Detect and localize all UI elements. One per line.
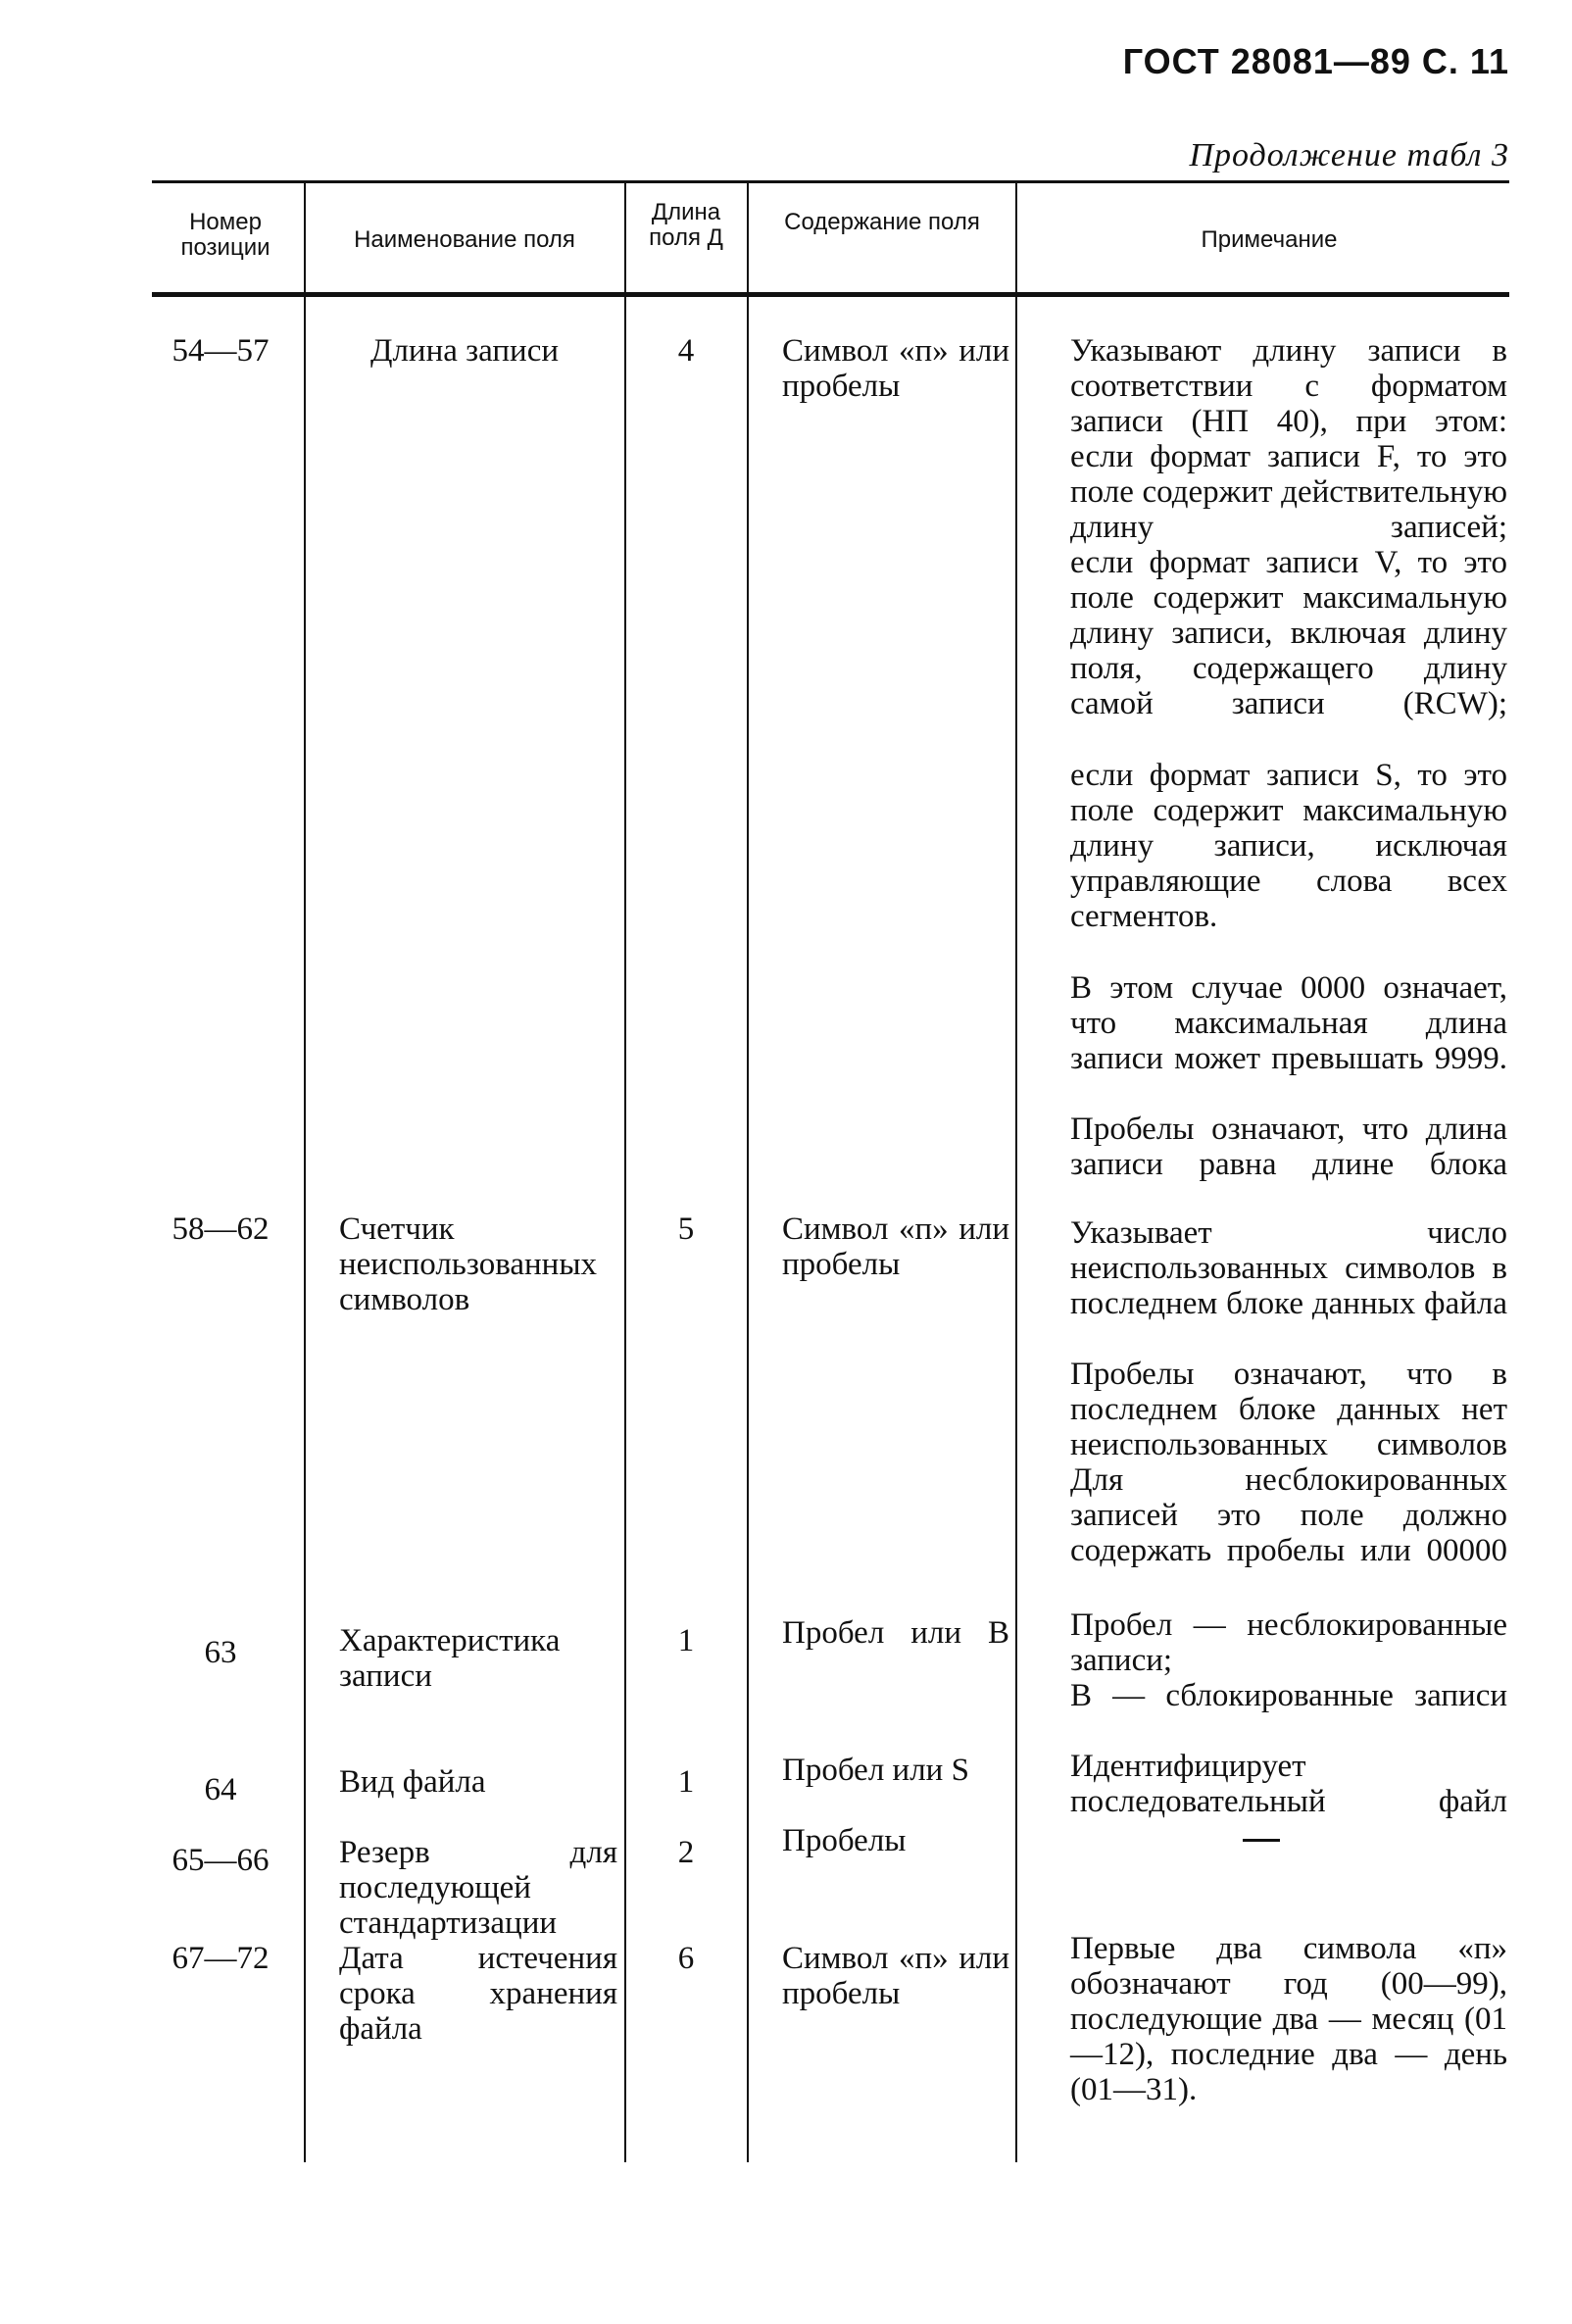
- row-note: если формат записи S, то это поле содержит максимальную длину записи, исключая управляющие слова всех сегментов.: [1070, 758, 1507, 934]
- page-header: ГОСТ 28081—89 С. 11: [1122, 41, 1509, 81]
- row-note: [1243, 1804, 1282, 1839]
- row-note: В этом случае 0000 означает, что максимальная длина записи может превышать 9999.: [1070, 970, 1507, 1076]
- row-note: В — сблокированные записи: [1070, 1678, 1507, 1713]
- row-field-length: 1: [677, 1764, 695, 1800]
- column-header-content: Содержание поля: [784, 209, 980, 235]
- row-field-length: 2: [677, 1835, 695, 1870]
- column-divider: [624, 182, 626, 2162]
- row-field-name: Резерв для последующей стандартизации: [339, 1835, 617, 1941]
- row-field-length: 4: [677, 333, 695, 369]
- row-field-content: Пробел или В: [782, 1615, 1009, 1651]
- row-field-length: 5: [677, 1211, 695, 1247]
- row-field-content: Символ «п» или пробелы: [782, 1211, 1009, 1282]
- column-header-name: Наименование поля: [354, 226, 575, 253]
- column-header-number: Номер позиции: [180, 209, 270, 261]
- column-divider: [1015, 182, 1017, 2162]
- row-field-content: Пробел или S: [782, 1753, 969, 1788]
- row-number: 63: [204, 1635, 237, 1670]
- row-note: Пробелы означают, что в последнем блоке данных нет неиспользованных символов Для несблокированных записей это поле должно содержать пробелы или 00000: [1070, 1357, 1507, 1568]
- row-number: 67—72: [172, 1941, 270, 1976]
- row-note: Указывают длину записи в соответствии с форматом записи (НП 40), при этом:: [1070, 333, 1507, 439]
- column-header-length: Длина поля Д: [649, 199, 723, 251]
- row-number: 54—57: [172, 333, 270, 369]
- row-field-length: 1: [677, 1623, 695, 1658]
- row-field-content: Символ «п» или пробелы: [782, 333, 1009, 404]
- row-field-name: Счетчик неиспользованных символов: [339, 1211, 597, 1317]
- empty-note-dash: [1243, 1839, 1280, 1842]
- row-note: если формат записи F, то это поле содержит действительную длину записей;: [1070, 439, 1507, 545]
- row-note: Первые два символа «п» обозначают год (00—99), последующие два — месяц (01—12), последние два — день (01—31).: [1070, 1931, 1507, 2107]
- row-note: Указывает число неиспользованных символов в последнем блоке данных файла: [1070, 1215, 1507, 1321]
- row-note: Пробелы означают, что длина записи равна длине блока: [1070, 1112, 1507, 1182]
- row-field-name: Дата истечения срока хранения файла: [339, 1941, 617, 2047]
- row-note: Пробел — несблокированные записи;: [1070, 1607, 1507, 1678]
- table-header-rule: [152, 292, 1509, 297]
- row-field-name: Характеристика записи: [339, 1623, 561, 1694]
- row-field-content: Пробелы: [782, 1823, 907, 1858]
- row-number: 64: [204, 1772, 237, 1807]
- row-note: если формат записи V, то это поле содержит максимальную длину записи, включая длину поля, содержащего длину самой записи (RCW);: [1070, 545, 1507, 721]
- row-note: Идентифицирует последовательный файл: [1070, 1749, 1507, 1819]
- row-field-name: Длина записи: [369, 333, 560, 369]
- row-number: 65—66: [172, 1843, 270, 1878]
- table-continuation-label: Продолжение табл 3: [1189, 137, 1509, 173]
- row-field-content: Символ «п» или пробелы: [782, 1941, 1009, 2011]
- row-field-name: Вид файла: [339, 1764, 486, 1800]
- column-divider: [747, 182, 749, 2162]
- column-header-note: Примечание: [1201, 226, 1338, 253]
- table-top-rule: [152, 180, 1509, 183]
- row-number: 58—62: [172, 1211, 270, 1247]
- row-field-length: 6: [677, 1941, 695, 1976]
